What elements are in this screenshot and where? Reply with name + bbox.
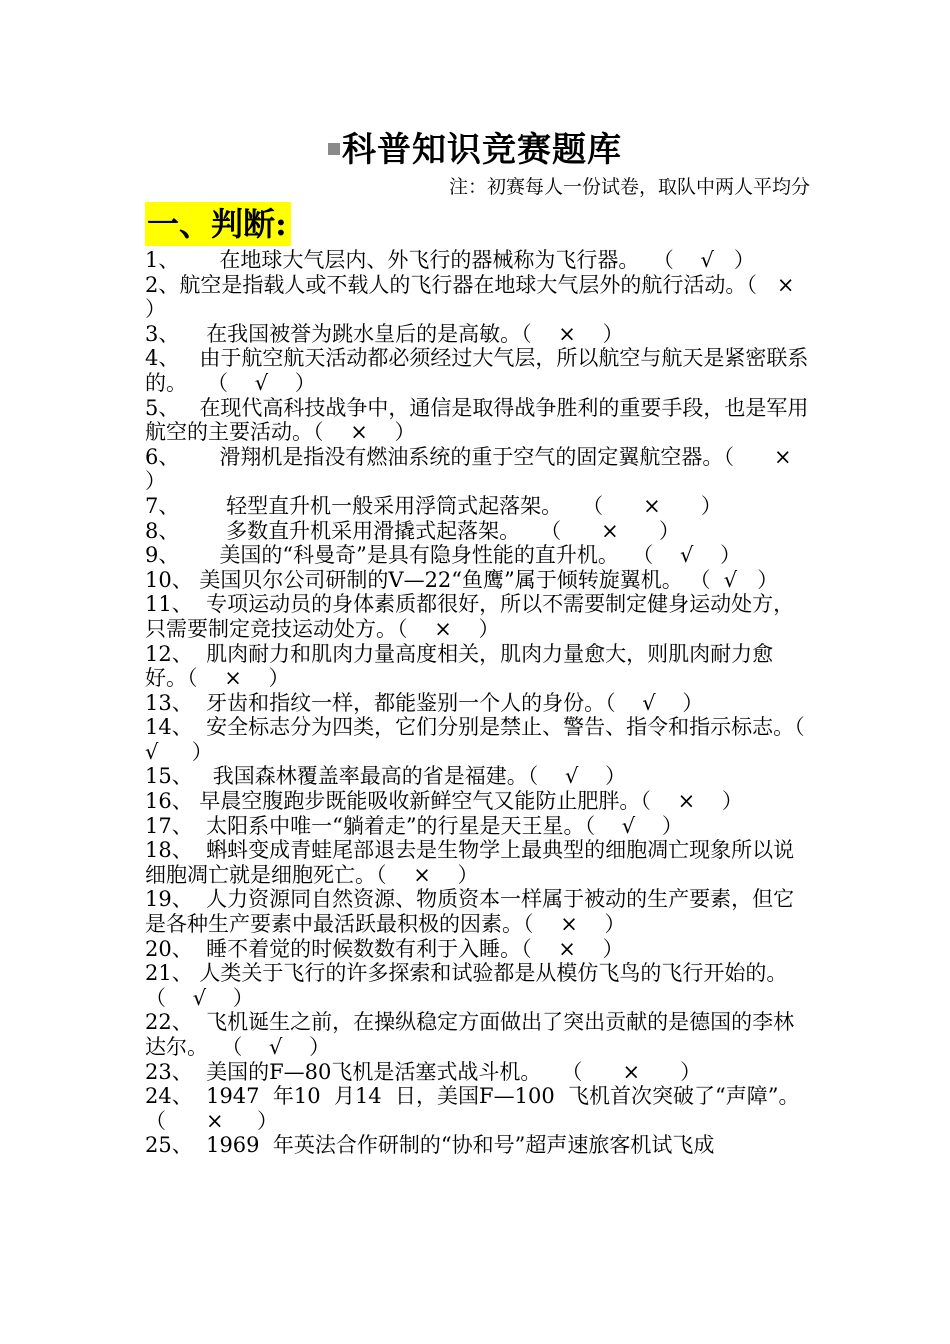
question-text: 肌肉耐力和肌肉力量高度相关，肌肉力量愈大，则肌肉耐力愈好。 bbox=[145, 641, 774, 691]
question-number: 19、 bbox=[145, 887, 193, 912]
answer-mark: （ √ ） bbox=[618, 543, 742, 568]
question-item bbox=[145, 248, 815, 273]
question-item bbox=[145, 1010, 815, 1059]
question-number: 17、 bbox=[145, 813, 193, 838]
question-text: 在地球大气层内、外飞行的器械称为飞行器。 bbox=[179, 248, 640, 272]
question-number: 10、 bbox=[145, 567, 193, 592]
question-item bbox=[145, 543, 815, 568]
answer-mark: （ × ） bbox=[313, 420, 416, 445]
question-item bbox=[145, 444, 825, 494]
question-number: 9、 bbox=[145, 543, 180, 568]
answer-mark: （ √ ） bbox=[527, 764, 627, 789]
question-text: 滑翔机是指没有燃油系统的重于空气的固定翼航空器。 bbox=[179, 444, 724, 469]
question-number: 23、 bbox=[145, 1059, 193, 1084]
question-item bbox=[145, 1133, 815, 1158]
answer-mark: （ √ ） bbox=[682, 567, 779, 592]
question-item bbox=[145, 519, 815, 544]
question-number: 12、 bbox=[145, 641, 193, 666]
question-item bbox=[145, 764, 815, 789]
answer-mark: （ √ ） bbox=[145, 715, 832, 764]
question-text: 1947 年10 月14 日，美国F—100 飞机首次突破了“声障”。 bbox=[192, 1084, 800, 1109]
question-text: 由于航空航天活动都必须经过大气层，所以航空与航天是紧密联系的。 bbox=[145, 346, 809, 395]
question-number: 15、 bbox=[145, 764, 193, 789]
exam-note: 注：初赛每人一份试卷，取队中两人平均分 bbox=[448, 176, 810, 198]
question-item bbox=[145, 1084, 815, 1133]
answer-mark: （ × ） bbox=[521, 936, 624, 961]
question-text: 人力资源同自然资源、物质资本一样属于被动的生产要素，但它是各种生产要素中最活跃最积极的因素。 bbox=[145, 887, 795, 937]
question-item bbox=[145, 715, 832, 764]
question-number: 14、 bbox=[145, 715, 193, 740]
question-number: 16、 bbox=[145, 789, 193, 814]
question-number: 18、 bbox=[145, 838, 193, 863]
answer-mark: （ √ ） bbox=[145, 961, 801, 1010]
question-item bbox=[145, 592, 815, 641]
answer-mark: （ × ） bbox=[145, 272, 822, 322]
answer-mark: （ × ） bbox=[520, 518, 680, 543]
question-text: 安全标志分为四类，它们分别是禁止、警告、指令和指示标志。 bbox=[192, 715, 795, 740]
answer-mark: （ × ） bbox=[397, 616, 500, 641]
answer-mark: （ √ ） bbox=[187, 370, 316, 395]
section-heading: 一、判断: bbox=[145, 202, 291, 246]
question-item bbox=[145, 961, 815, 1010]
question-list bbox=[145, 248, 832, 1158]
question-item bbox=[145, 887, 815, 936]
question-item bbox=[145, 691, 815, 716]
question-text: 在我国被誉为跳水皇后的是高敏。 bbox=[179, 321, 522, 346]
question-text: 太阳系中唯一“躺着走”的行星是天王星。 bbox=[192, 813, 585, 838]
question-text: 蝌蚪变成青蛙尾部退去是生物学上最典型的细胞凋亡现象所以说细胞凋亡就是细胞死亡。 bbox=[145, 838, 795, 887]
question-number: 5、 bbox=[145, 395, 180, 420]
page-title: 科普知识竞赛题库 bbox=[342, 130, 622, 170]
question-text: 人类关于飞行的许多探索和试验都是从模仿飞鸟的飞行开始的。 bbox=[192, 961, 788, 986]
question-text: 在现代高科技战争中，通信是取得战争胜利的重要手段，也是军用航空的主要活动。 bbox=[145, 395, 809, 445]
question-item bbox=[145, 838, 815, 887]
question-text: 专项运动员的身体素质都很好，所以不需要制定健身运动处方，只需要制定竞技运动处方。 bbox=[145, 592, 795, 641]
question-item bbox=[145, 937, 815, 962]
question-text: 我国森林覆盖率最高的省是福建。 bbox=[192, 764, 528, 789]
question-text: 早晨空腹跑步既能吸收新鲜空气又能防止肥胖。 bbox=[192, 789, 641, 814]
question-text: 轻型直升机一般采用浮筒式起落架。 bbox=[179, 493, 563, 518]
question-item bbox=[145, 396, 815, 445]
question-number: 13、 bbox=[145, 690, 193, 715]
question-text: 美国的“科曼奇”是具有隐身性能的直升机。 bbox=[179, 543, 619, 568]
question-number: 4、 bbox=[145, 346, 180, 371]
question-number: 6、 bbox=[145, 444, 180, 469]
question-number: 24、 bbox=[145, 1084, 193, 1109]
answer-mark: （ √ ） bbox=[208, 1035, 331, 1059]
answer-mark: （ × ） bbox=[523, 912, 626, 937]
question-text: 多数直升机采用滑撬式起落架。 bbox=[179, 518, 521, 543]
question-number: 21、 bbox=[145, 961, 193, 986]
question-number: 8、 bbox=[145, 518, 180, 543]
answer-mark: （ √ ） bbox=[639, 248, 755, 272]
question-number: 25、 bbox=[145, 1133, 193, 1158]
question-text: 航空是指载人或不载人的飞行器在地球大气层外的航行活动。 bbox=[179, 272, 747, 297]
question-number: 22、 bbox=[145, 1010, 193, 1035]
question-number: 20、 bbox=[145, 936, 193, 961]
answer-mark: （ × ） bbox=[541, 1059, 702, 1084]
page-title-row bbox=[0, 128, 950, 172]
question-item bbox=[145, 642, 815, 691]
answer-mark: （ × ） bbox=[640, 789, 743, 814]
answer-mark: （ √ ） bbox=[584, 813, 683, 838]
answer-mark: （ × ） bbox=[521, 321, 624, 346]
question-text: 1969 年英法合作研制的“协和号”超声速旅客机试飞成 bbox=[192, 1133, 715, 1158]
question-item bbox=[145, 789, 815, 814]
question-item bbox=[145, 346, 815, 395]
answer-mark: （ × ） bbox=[145, 444, 825, 494]
question-number: 3、 bbox=[145, 321, 180, 346]
question-item bbox=[145, 568, 815, 593]
answer-mark: （ × ） bbox=[376, 862, 479, 887]
question-number: 7、 bbox=[145, 493, 180, 518]
answer-mark: （ × ） bbox=[145, 1084, 813, 1133]
question-text: 睡不着觉的时候数数有利于入睡。 bbox=[192, 936, 522, 961]
question-text: 美国贝尔公司研制的V—22“鱼鹰”属于倾转旋翼机。 bbox=[192, 567, 683, 592]
question-text: 美国的F—80飞机是活塞式战斗机。 bbox=[192, 1059, 542, 1084]
question-item bbox=[145, 494, 815, 519]
question-text: 牙齿和指纹一样，都能鉴别一个人的身份。 bbox=[192, 690, 606, 715]
answer-mark: （ × ） bbox=[562, 493, 722, 518]
question-text: 飞机诞生之前，在操纵稳定方面做出了突出贡献的是德国的李林达尔。 bbox=[145, 1010, 795, 1059]
question-item bbox=[145, 272, 822, 322]
title-bullet-icon bbox=[328, 143, 340, 155]
answer-mark: （ × ） bbox=[187, 666, 290, 691]
question-item bbox=[145, 1060, 815, 1085]
question-number: 2、 bbox=[145, 272, 180, 297]
question-number: 1、 bbox=[145, 248, 180, 272]
question-number: 11、 bbox=[145, 592, 193, 617]
answer-mark: （ √ ） bbox=[605, 690, 704, 715]
question-item bbox=[145, 814, 815, 839]
question-item bbox=[145, 322, 815, 347]
